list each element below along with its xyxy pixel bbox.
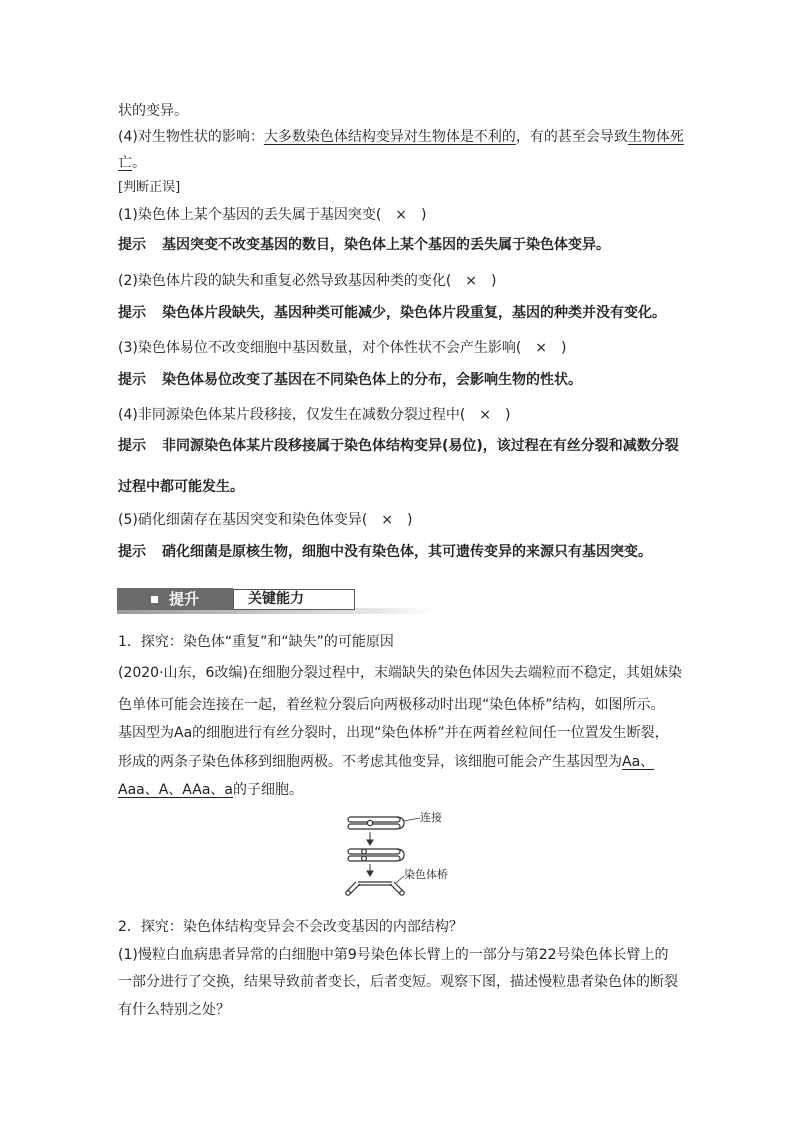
chromosome-diagram	[340, 808, 460, 900]
chromosome-bridge-figure	[340, 808, 460, 900]
figure-label-bridge: 染色体桥	[404, 869, 448, 881]
text-span: (4)对生物性状的影响：	[118, 129, 264, 145]
hint-text: 硝化细菌是原核生物，细胞中没有染色体，其可遗传变异的来源只有基因突变。	[162, 544, 652, 560]
underlined-answer: Aaa、A、AAa、a	[118, 782, 234, 798]
hint-line	[118, 235, 610, 255]
paragraph-line: (2020·山东，6改编)在细胞分裂过程中，末端缺失的染色体因失去端粒而不稳定，其姐妹染	[118, 665, 682, 681]
text-span: 的子细胞。	[233, 782, 304, 798]
hint-label: 提示	[118, 438, 146, 454]
underlined-answer: 大多数染色体结构变异对生物体是	[263, 129, 474, 145]
hint-line	[118, 542, 652, 562]
hint-line	[118, 370, 582, 390]
text-span: 。	[132, 155, 146, 171]
hint-label: 提示	[118, 372, 146, 388]
paragraph-line: (1)慢粒白血病患者异常的白细胞中第9号染色体长臂上的一部分与第22号染色体长臂上的	[118, 947, 669, 963]
judgment-question: (4)非同源染色体某片段移接，仅发生在减数分裂过程中( × )	[118, 407, 511, 423]
hint-continuation	[118, 477, 244, 497]
down-arrow-icon	[367, 832, 373, 845]
paragraph-line: 一部分进行了交换，结果导致前者变长，后者变短。观察下图，描述慢粒患者染色体的断裂	[118, 974, 678, 990]
section-banner	[117, 588, 435, 610]
paragraph-line	[118, 780, 303, 800]
paragraph-line	[118, 153, 146, 173]
hint-line	[118, 436, 679, 456]
judgment-question: (1)染色体上某个基因的丢失属于基因突变( × )	[118, 207, 427, 223]
underlined-answer: 生物体死	[627, 129, 684, 145]
underlined-answer: 亡	[118, 155, 132, 171]
figure-label-join: 连接	[420, 812, 442, 824]
paragraph-line: 有什么特别之处？	[118, 1002, 230, 1018]
banner-subtitle: 关键能力	[248, 591, 304, 607]
paragraph-line: 基因型为Aa的细胞进行有丝分裂时，出现“染色体桥”并在两着丝粒间任一位置发生断裂，	[118, 725, 669, 741]
paragraph-line: 状的变异。	[118, 103, 188, 119]
question-title: 1．探究：染色体“重复”和“缺失”的可能原因	[118, 634, 394, 650]
banner-label-box	[233, 589, 355, 610]
text-span: 形成的两条子染色体移到细胞两极。不考虑其他变异，该细胞可能会产生基因型为	[118, 754, 622, 770]
judge-header: [判断正误]	[118, 180, 181, 195]
judgment-question: (3)染色体易位不改变细胞中基因数量，对个体性状不会产生影响( × )	[118, 340, 567, 356]
chromosome-bridge	[346, 882, 404, 895]
hint-text: 染色体易位改变了基因在不同染色体上的分布，会影响生物的性状。	[162, 372, 582, 388]
label-leader-line	[404, 818, 420, 821]
banner-title: 提升	[169, 590, 200, 608]
paragraph-line	[118, 127, 684, 147]
hint-label: 提示	[118, 544, 146, 560]
text-span: ，有的甚至会导致	[515, 129, 628, 145]
hint-text: 基因突变不改变基因的数目，染色体上某个基因的丢失属于染色体变异。	[162, 237, 610, 253]
label-leader-line	[396, 876, 404, 883]
split-chromatids	[348, 849, 404, 861]
joined-chromatids	[348, 817, 404, 829]
banner-dark-block	[117, 588, 233, 610]
paragraph-line	[118, 752, 654, 772]
square-bullet-icon	[151, 596, 158, 603]
hint-label: 提示	[118, 305, 146, 321]
underlined-answer: Aa、	[622, 754, 655, 770]
hint-line	[118, 303, 666, 323]
judgment-question: (5)硝化细菌存在基因突变和染色体变异( × )	[118, 512, 413, 528]
hint-label: 提示	[118, 237, 146, 253]
hint-text: 过程中都可能发生。	[118, 479, 244, 495]
down-arrow-icon	[367, 864, 373, 876]
hint-text: 非同源染色体某片段移接属于染色体结构变异(易位)，该过程在有丝分裂和减数分裂	[162, 438, 679, 454]
paragraph-line: 色单体可能会连接在一起，着丝粒分裂后向两极移动时出现“染色体桥”结构，如图所示。	[118, 697, 665, 713]
underlined-answer: 不利的	[473, 129, 516, 145]
question-title: 2．探究：染色体结构变异会不会改变基因的内部结构？	[118, 919, 463, 935]
hint-text: 染色体片段缺失，基因种类可能减少，染色体片段重复，基因的种类并没有变化。	[162, 305, 666, 321]
judgment-question: (2)染色体片段的缺失和重复必然导致基因种类的变化( × )	[118, 273, 497, 289]
